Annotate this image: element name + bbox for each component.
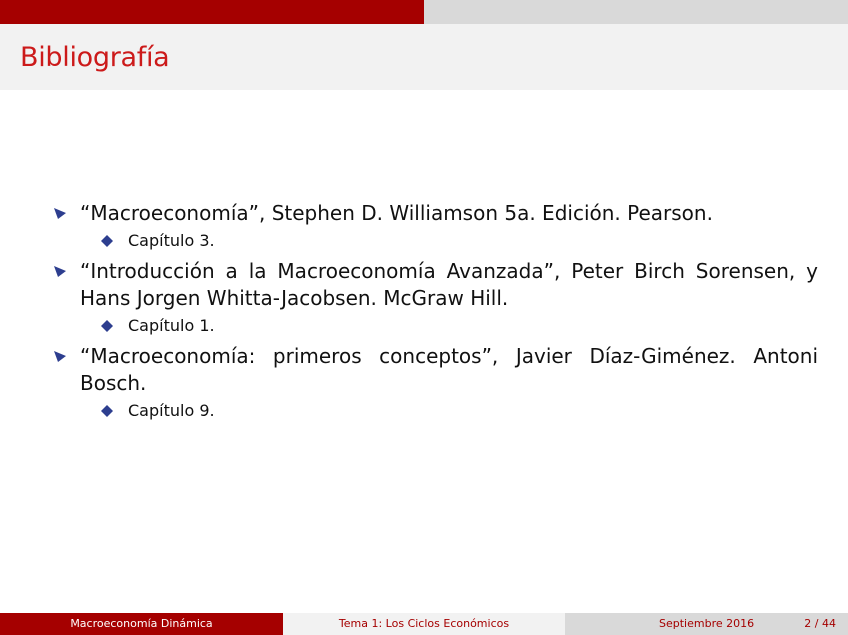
bibliography-subitem (50, 227, 818, 254)
page-number: 2 / 44 (804, 617, 836, 630)
bibliography-item-text: “Macroeconomía”, Stephen D. Williamson 5a. Edición. Pearson. (80, 201, 713, 225)
progress-bar-fill (0, 0, 424, 24)
bibliography-item (50, 343, 818, 397)
bibliography-item-text: “Introducción a la Macroeconomía Avanzada”, Peter Birch Sorensen, y Hans Jorgen Whitta-Jacobsen. McGraw Hill. (80, 259, 818, 310)
bibliography-subitem (50, 397, 818, 424)
diamond-bullet-icon (100, 234, 114, 248)
diamond-bullet-icon (100, 319, 114, 333)
footer (0, 613, 848, 635)
triangle-bullet-icon (52, 348, 68, 364)
bibliography-subitem-text: Capítulo 3. (128, 231, 215, 250)
bibliography-item (50, 200, 818, 227)
diamond-bullet-icon (100, 404, 114, 418)
bibliography-item-text: “Macroeconomía: primeros conceptos”, Javier Díaz-Giménez. Antoni Bosch. (80, 344, 818, 395)
bibliography-subitem (50, 312, 818, 339)
progress-bar (0, 0, 848, 24)
triangle-bullet-icon (52, 205, 68, 221)
bibliography-item (50, 258, 818, 312)
footer-info (565, 613, 848, 635)
bibliography-list (50, 200, 818, 428)
footer-course: Macroeconomía Dinámica (0, 613, 283, 635)
triangle-bullet-icon (52, 263, 68, 279)
title-bar (0, 24, 848, 90)
bibliography-subitem-text: Capítulo 9. (128, 401, 215, 420)
bibliography-subitem-text: Capítulo 1. (128, 316, 215, 335)
footer-date: Septiembre 2016 (659, 617, 755, 630)
page-title: Bibliografía (20, 42, 170, 73)
footer-topic: Tema 1: Los Ciclos Económicos (283, 613, 565, 635)
